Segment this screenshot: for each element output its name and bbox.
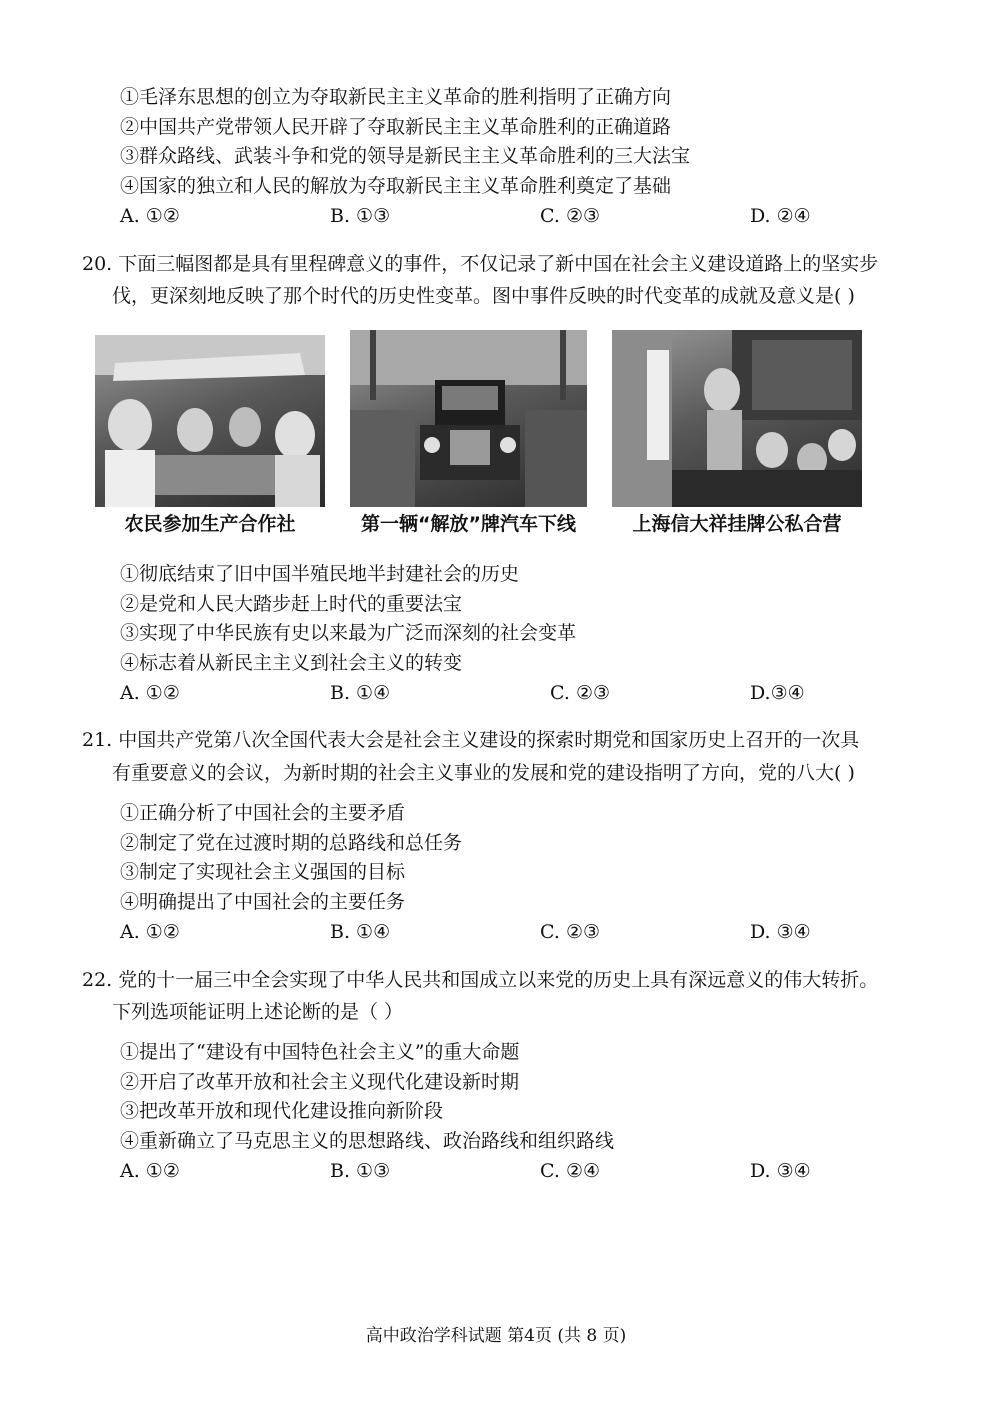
photo-jiefang-truck	[350, 330, 587, 507]
q19-statement-3: ③群众路线、武装斗争和党的领导是新民主主义革命胜利的三大法宝	[120, 145, 691, 167]
photo-caption-2: 第一辆“解放”牌汽车下线	[361, 513, 576, 535]
q22-statement-3: ③把改革开放和现代化建设推向新阶段	[120, 1100, 444, 1122]
q20-statement-1: ①彻底结束了旧中国半殖民地半封建社会的历史	[120, 563, 520, 585]
q21-statement-4: ④明确提出了中国社会的主要任务	[120, 891, 406, 913]
q19-statement-4: ④国家的独立和人民的解放为夺取新民主主义革命胜利奠定了基础	[120, 175, 672, 197]
q20-option-a: A. ①②	[120, 682, 180, 704]
q22-option-b: B. ①③	[330, 1160, 391, 1182]
q21-stem-line-1: 21. 中国共产党第八次全国代表大会是社会主义建设的探索时期党和国家历史上召开的一次具	[82, 729, 860, 751]
photo-farmers-cooperative	[95, 335, 325, 507]
q19-option-a: A. ①②	[120, 205, 180, 227]
q20-stem-line-2: 伐，更深刻地反映了那个时代的历史性变革。图中事件反映的时代变革的成就及意义是( )	[112, 285, 855, 307]
q22-option-d: D. ③④	[750, 1160, 811, 1182]
q20-stem-line-1: 20. 下面三幅图都是具有里程碑意义的事件，不仅记录了新中国在社会主义建设道路上的坚实步	[82, 253, 879, 275]
q21-option-b: B. ①④	[330, 921, 391, 943]
q21-statement-1: ①正确分析了中国社会的主要矛盾	[120, 802, 406, 824]
q22-statement-4: ④重新确立了马克思主义的思想路线、政治路线和组织路线	[120, 1130, 615, 1152]
q21-stem-line-2: 有重要意义的会议，为新时期的社会主义事业的发展和党的建设指明了方向，党的八大( )	[112, 762, 855, 784]
q20-statement-2: ②是党和人民大踏步赶上时代的重要法宝	[120, 593, 463, 615]
page-footer: 高中政治学科试题 第4页 (共 8 页)	[365, 1326, 627, 1346]
q20-statement-4: ④标志着从新民主主义到社会主义的转变	[120, 652, 463, 674]
photo-xindaxiang-store	[612, 330, 862, 507]
q21-option-d: D. ③④	[750, 921, 811, 943]
q22-statement-1: ①提出了“建设有中国特色社会主义”的重大命题	[120, 1041, 520, 1063]
q22-stem-line-1: 22. 党的十一届三中全会实现了中华人民共和国成立以来党的历史上具有深远意义的伟大转折。	[82, 969, 879, 991]
q22-option-a: A. ①②	[120, 1160, 180, 1182]
q20-statement-3: ③实现了中华民族有史以来最为广泛而深刻的社会变革	[120, 622, 577, 644]
q21-option-a: A. ①②	[120, 921, 180, 943]
q22-statement-2: ②开启了改革开放和社会主义现代化建设新时期	[120, 1071, 520, 1093]
q19-option-c: C. ②③	[540, 205, 601, 227]
q20-option-d: D.③④	[750, 682, 805, 704]
q19-option-b: B. ①③	[330, 205, 391, 227]
q21-option-c: C. ②③	[540, 921, 601, 943]
q20-option-c: C. ②③	[550, 682, 611, 704]
q20-option-b: B. ①④	[330, 682, 391, 704]
photo-caption-1: 农民参加生产合作社	[124, 513, 296, 535]
q21-statement-2: ②制定了党在过渡时期的总路线和总任务	[120, 832, 463, 854]
photo-caption-3: 上海信大祥挂牌公私合营	[632, 513, 842, 535]
q19-statement-2: ②中国共产党带领人民开辟了夺取新民主主义革命胜利的正确道路	[120, 116, 672, 138]
q21-statement-3: ③制定了实现社会主义强国的目标	[120, 861, 406, 883]
q22-option-c: C. ②④	[540, 1160, 601, 1182]
q22-stem-line-2: 下列选项能证明上述论断的是（ ）	[112, 1001, 404, 1023]
q19-statement-1: ①毛泽东思想的创立为夺取新民主主义革命的胜利指明了正确方向	[120, 86, 672, 108]
q19-option-d: D. ②④	[750, 205, 811, 227]
